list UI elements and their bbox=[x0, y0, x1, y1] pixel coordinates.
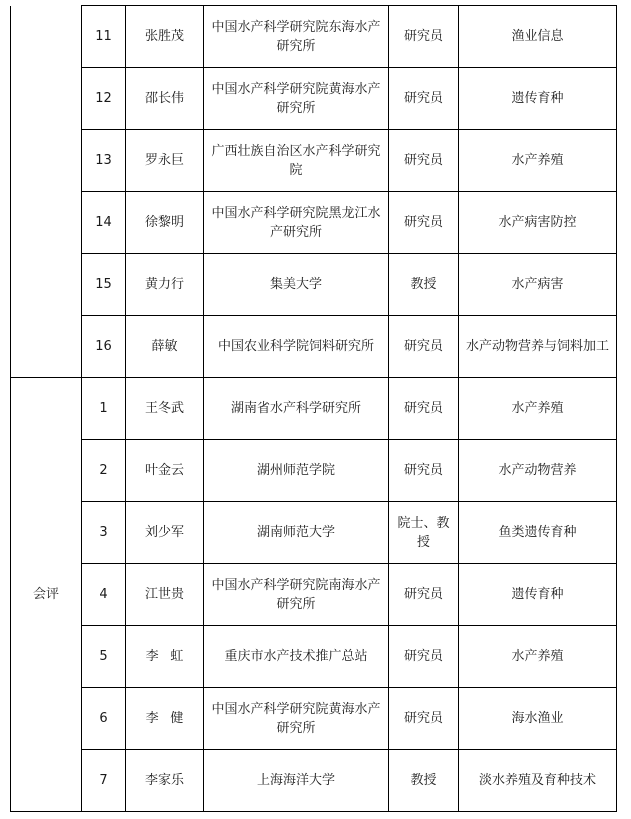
row-number: 5 bbox=[82, 626, 126, 688]
expert-name: 王冬武 bbox=[126, 378, 204, 440]
table-row bbox=[11, 440, 617, 502]
expert-title: 研究员 bbox=[389, 130, 459, 192]
row-number: 15 bbox=[82, 254, 126, 316]
expert-title: 研究员 bbox=[389, 688, 459, 750]
expert-name: 李家乐 bbox=[126, 750, 204, 812]
row-number: 11 bbox=[82, 6, 126, 68]
expert-field: 鱼类遗传育种 bbox=[459, 502, 617, 564]
expert-org: 中国农业科学院饲料研究所 bbox=[204, 316, 389, 378]
expert-name bbox=[126, 688, 204, 750]
expert-name bbox=[126, 626, 204, 688]
expert-title: 研究员 bbox=[389, 564, 459, 626]
expert-name-text: 李健 bbox=[145, 711, 196, 726]
group-cell bbox=[11, 6, 82, 378]
expert-name: 黄力行 bbox=[126, 254, 204, 316]
expert-name: 徐黎明 bbox=[126, 192, 204, 254]
expert-org: 湖南师范大学 bbox=[204, 502, 389, 564]
row-number: 7 bbox=[82, 750, 126, 812]
expert-field: 水产动物营养与饲料加工 bbox=[459, 316, 617, 378]
expert-table bbox=[10, 5, 617, 812]
table-row bbox=[11, 750, 617, 812]
expert-name: 罗永巨 bbox=[126, 130, 204, 192]
expert-title: 研究员 bbox=[389, 6, 459, 68]
expert-field: 水产养殖 bbox=[459, 130, 617, 192]
expert-org: 集美大学 bbox=[204, 254, 389, 316]
table-row bbox=[11, 378, 617, 440]
row-number: 13 bbox=[82, 130, 126, 192]
row-number: 2 bbox=[82, 440, 126, 502]
expert-title: 研究员 bbox=[389, 68, 459, 130]
table-row bbox=[11, 6, 617, 68]
expert-name: 叶金云 bbox=[126, 440, 204, 502]
expert-title: 研究员 bbox=[389, 378, 459, 440]
expert-title: 研究员 bbox=[389, 316, 459, 378]
row-number: 14 bbox=[82, 192, 126, 254]
expert-name: 张胜茂 bbox=[126, 6, 204, 68]
row-number: 3 bbox=[82, 502, 126, 564]
expert-field: 水产病害防控 bbox=[459, 192, 617, 254]
row-number: 12 bbox=[82, 68, 126, 130]
table-row bbox=[11, 626, 617, 688]
table-row bbox=[11, 564, 617, 626]
expert-field: 水产养殖 bbox=[459, 626, 617, 688]
expert-field: 水产养殖 bbox=[459, 378, 617, 440]
expert-name: 邵长伟 bbox=[126, 68, 204, 130]
row-number: 4 bbox=[82, 564, 126, 626]
expert-field: 淡水养殖及育种技术 bbox=[459, 750, 617, 812]
row-number: 6 bbox=[82, 688, 126, 750]
expert-org: 重庆市水产技术推广总站 bbox=[204, 626, 389, 688]
expert-field: 水产病害 bbox=[459, 254, 617, 316]
expert-field: 遗传育种 bbox=[459, 564, 617, 626]
table-row bbox=[11, 192, 617, 254]
expert-field: 渔业信息 bbox=[459, 6, 617, 68]
expert-org: 中国水产科学研究院东海水产研究所 bbox=[204, 6, 389, 68]
expert-name: 江世贵 bbox=[126, 564, 204, 626]
expert-field: 水产动物营养 bbox=[459, 440, 617, 502]
expert-field: 遗传育种 bbox=[459, 68, 617, 130]
expert-org: 湖南省水产科学研究所 bbox=[204, 378, 389, 440]
table-row bbox=[11, 130, 617, 192]
expert-title: 研究员 bbox=[389, 440, 459, 502]
expert-field: 海水渔业 bbox=[459, 688, 617, 750]
expert-org: 广西壮族自治区水产科学研究院 bbox=[204, 130, 389, 192]
group-cell: 会评 bbox=[11, 378, 82, 812]
table-row bbox=[11, 254, 617, 316]
expert-title: 教授 bbox=[389, 750, 459, 812]
expert-org: 湖州师范学院 bbox=[204, 440, 389, 502]
expert-title: 研究员 bbox=[389, 192, 459, 254]
expert-org: 上海海洋大学 bbox=[204, 750, 389, 812]
expert-name-text: 李虹 bbox=[145, 649, 196, 664]
expert-name: 薛敏 bbox=[126, 316, 204, 378]
table-row bbox=[11, 316, 617, 378]
expert-org: 中国水产科学研究院黄海水产研究所 bbox=[204, 688, 389, 750]
expert-title: 院士、教授 bbox=[389, 502, 459, 564]
expert-name: 刘少军 bbox=[126, 502, 204, 564]
table-row bbox=[11, 688, 617, 750]
expert-org: 中国水产科学研究院南海水产研究所 bbox=[204, 564, 389, 626]
table-row bbox=[11, 502, 617, 564]
expert-org: 中国水产科学研究院黄海水产研究所 bbox=[204, 68, 389, 130]
row-number: 16 bbox=[82, 316, 126, 378]
table-row bbox=[11, 68, 617, 130]
expert-title: 研究员 bbox=[389, 626, 459, 688]
expert-title: 教授 bbox=[389, 254, 459, 316]
row-number: 1 bbox=[82, 378, 126, 440]
expert-org: 中国水产科学研究院黑龙江水产研究所 bbox=[204, 192, 389, 254]
